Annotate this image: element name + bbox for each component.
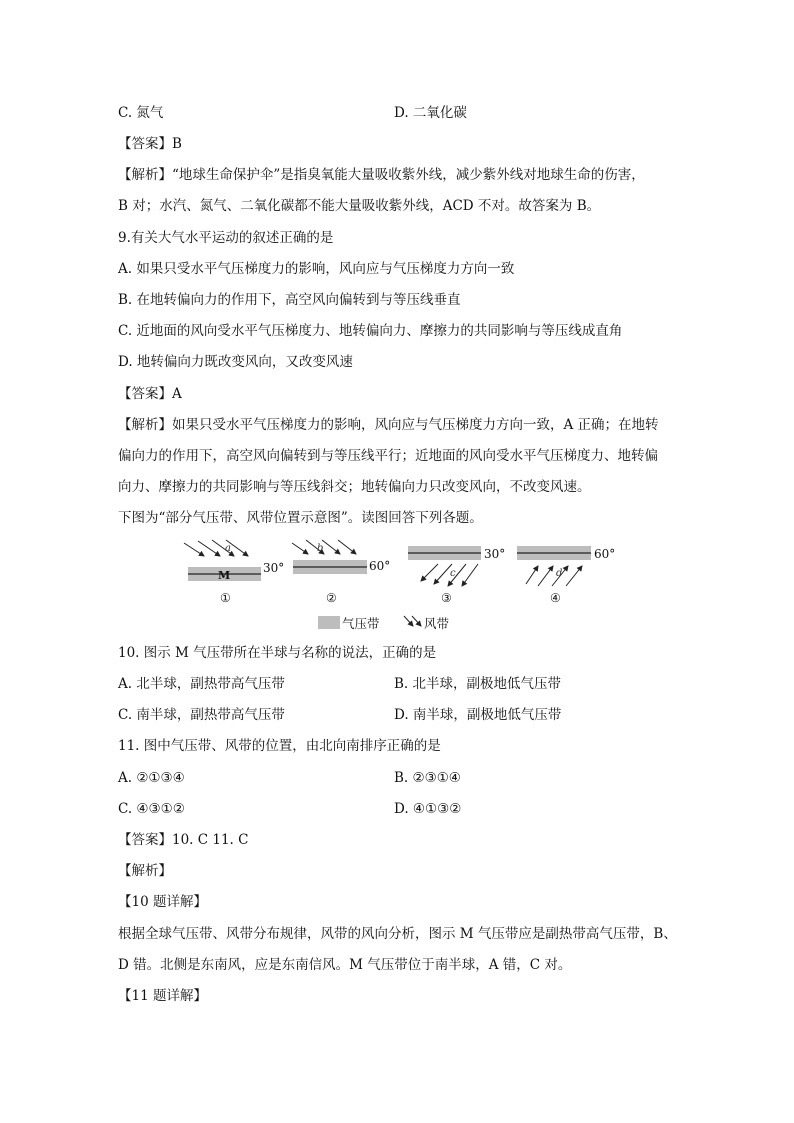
q9-analysis-line-2: 偏向力的作用下，高空风向偏转到与等压线平行；近地面的风向受水平气压梯度力、地转偏 [118, 448, 658, 464]
q9-option-b: B. 在地转偏向力的作用下，高空风向偏转到与等压线垂直 [118, 292, 461, 308]
q8-answer: 【答案】B [118, 136, 182, 152]
q9-option-c: C. 近地面的风向受水平气压梯度力、地转偏向力、摩擦力的共同影响与等压线成直角 [118, 323, 623, 339]
panel-number: ① [220, 591, 231, 605]
legend-wind-arrow [404, 616, 413, 626]
panel-2 [292, 540, 390, 605]
latitude-label: 60° [369, 559, 391, 573]
q10-detail-line-2: D 错。北侧是东南风，应是东南信风。M 气压带位于南半球，A 错，C 对。 [118, 957, 572, 973]
q9-option-d: D. 地转偏向力既改变风向，又改变风速 [118, 354, 353, 370]
q11-option-b: B. ②③①④ [394, 770, 461, 786]
q11-option-a: A. ②①③④ [118, 770, 185, 786]
q10-option-a: A. 北半球，副热带高气压带 [118, 676, 285, 692]
wind-arrow [538, 566, 553, 586]
q9-analysis-line-1: 【解析】如果只受水平气压梯度力的影响，风向应与气压梯度力方向一致，A 正确；在地转 [118, 417, 659, 433]
wind-arrow [338, 540, 356, 554]
latitude-label: 30° [263, 561, 285, 575]
q9-stem: 9.有关大气水平运动的叙述正确的是 [118, 230, 334, 246]
latitude-label: 60° [594, 547, 616, 561]
panel-number: ③ [441, 591, 452, 605]
q9-analysis-line-3: 向力、摩擦力的共同影响与等压线斜交；地转偏向力只改变风向，不改变风速。 [118, 479, 591, 495]
q8-option-d: D. 二氧化碳 [394, 105, 467, 121]
figure-legend [318, 616, 450, 631]
wind-arrow [322, 540, 340, 554]
latitude-label: 30° [484, 547, 506, 561]
panel-4 [517, 546, 615, 605]
q9-option-a: A. 如果只受水平气压梯度力的影响，风向应与气压梯度力方向一致 [118, 261, 515, 277]
pressure-wind-belt-figure [176, 534, 626, 638]
q9-answer: 【答案】A [118, 386, 182, 402]
answers-10-11: 【答案】10. C 11. C [118, 832, 249, 848]
wind-arrow [421, 564, 438, 581]
q11-detail-heading: 【11 题详解】 [118, 988, 207, 1004]
q11-option-d: D. ④①③② [394, 801, 462, 817]
legend-wind-arrow [412, 616, 421, 626]
panel-3 [408, 546, 505, 605]
wind-label: d [556, 568, 563, 579]
belt-m-label: M [218, 569, 231, 582]
q10-stem: 10. 图示 M 气压带所在半球与名称的说法，正确的是 [118, 645, 437, 661]
legend-belt-swatch [318, 616, 340, 629]
wind-arrow [566, 566, 582, 586]
q10-detail-heading: 【10 题详解】 [118, 894, 207, 910]
q10-option-b: B. 北半球，副极地低气压带 [394, 676, 562, 692]
q11-stem: 11. 图中气压带、风带的位置，由北向南排序正确的是 [118, 738, 441, 754]
legend-wind-label: 风带 [424, 616, 450, 631]
q8-option-c: C. 氮气 [118, 105, 164, 121]
wind-label: a [225, 543, 231, 554]
q8-analysis-line-1: 【解析】“地球生命保护伞”是指臭氧能大量吸收紫外线，减少紫外线对地球生命的伤害， [118, 167, 645, 183]
panel-number: ② [326, 591, 337, 605]
legend-belt-label: 气压带 [342, 616, 380, 631]
wind-arrow [462, 564, 478, 586]
q10-option-c: C. 南半球，副热带高气压带 [118, 707, 285, 723]
wind-arrow [292, 543, 308, 554]
q11-option-c: C. ④③①② [118, 801, 185, 817]
panel-1 [184, 540, 284, 605]
wind-label: b [317, 543, 324, 554]
q10-option-d: D. 南半球，副极地低气压带 [394, 707, 562, 723]
panel-number: ④ [550, 591, 561, 605]
q10-detail-line-1: 根据全球气压带、风带分布规律，风带的风向分析，图示 M 气压带应是副热带高气压带，B、 [118, 926, 677, 942]
figure-intro: 下图为“部分气压带、风带位置示意图”。读图回答下列各题。 [118, 510, 483, 526]
analysis-heading: 【解析】 [118, 863, 172, 879]
wind-label: c [450, 568, 456, 579]
wind-arrow [526, 566, 538, 584]
wind-arrow [184, 543, 204, 556]
q8-analysis-line-2: B 对；水汽、氮气、二氧化碳都不能大量吸收紫外线，ACD 不对。故答案为 B。 [118, 198, 601, 214]
